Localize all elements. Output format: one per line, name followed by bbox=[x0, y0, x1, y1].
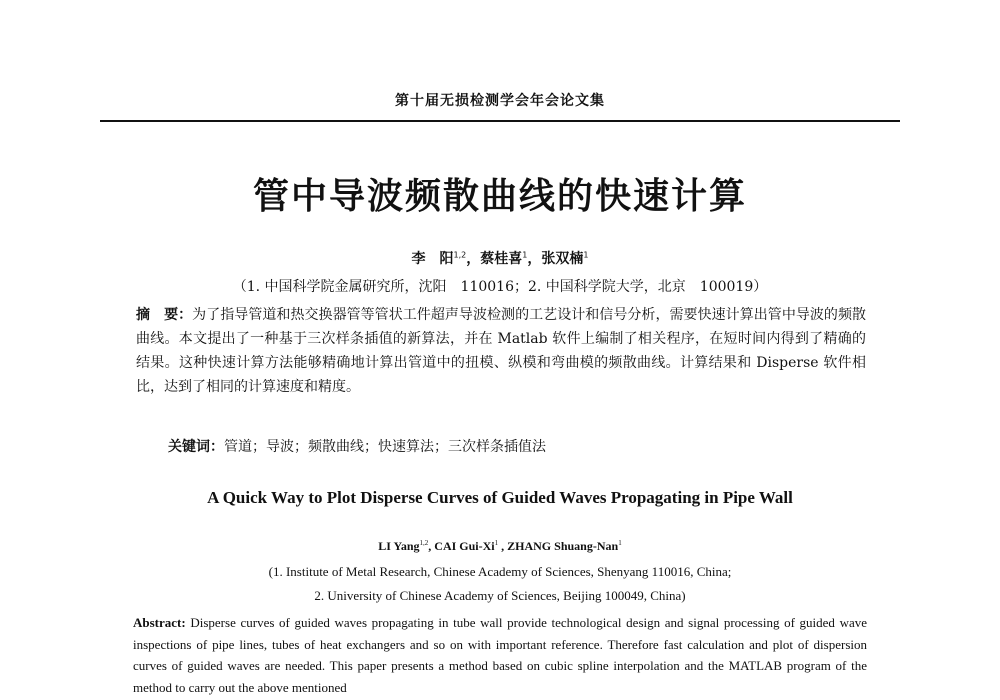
abstract-label: 摘 要： bbox=[136, 307, 193, 323]
author-affil-mark: 1 bbox=[494, 539, 499, 547]
author-sep: ， bbox=[466, 251, 481, 267]
keywords-text: 管道；导波；频散曲线；快速算法；三次样条插值法 bbox=[224, 439, 546, 455]
author-name: LI Yang bbox=[378, 539, 420, 553]
author-affil-mark: 1,2 bbox=[453, 250, 467, 260]
chinese-affiliation: （1. 中国科学院金属研究所，沈阳 110016；2. 中国科学院大学，北京 100019） bbox=[232, 279, 768, 295]
chinese-keywords bbox=[168, 435, 868, 459]
english-affiliation-1: (1. Institute of Metal Research, Chinese Academy of Sciences, Shenyang 110016, China; bbox=[268, 564, 732, 579]
chinese-title: 管中导波频散曲线的快速计算 bbox=[252, 176, 747, 217]
english-title: A Quick Way to Plot Disperse Curves of Guided Waves Propagating in Pipe Wall bbox=[207, 488, 793, 507]
abstract-text: Disperse curves of guided waves propagating in tube wall provide technological design and signal processing of guided wave inspections of pipe lines, tubes of heat exchangers and so on with important reference. Therefore fast calculation and plot of dispersion curves of guided waves are needed. This paper presents a method based on cubic spline interpolation and the MATLAB program of the method to carry out the above mentioned bbox=[133, 615, 867, 695]
chinese-abstract bbox=[136, 303, 866, 399]
author-affil-mark: 1 bbox=[522, 250, 528, 260]
abstract-text: 为了指导管道和热交换器管等管状工件超声导波检测的工艺设计和信号分析，需要快速计算出管中导波的频散曲线。本文提出了一种基于三次样条插值的新算法，并在 Matlab 软件上编制了相关程序，在短时间内得到了精确的结果。这种快速计算方法能够精确地计算出管道中的扭模、纵模和弯曲模的频散曲线。计算结果和 Disperse 软件相比，达到了相同的计算速度和精度。 bbox=[136, 307, 867, 395]
english-affiliation-2: 2. University of Chinese Academy of Sciences, Beijing 100049, China) bbox=[314, 588, 686, 603]
running-header: 第十届无损检测学会年会论文集 bbox=[395, 93, 605, 109]
abstract-label: Abstract: bbox=[133, 615, 186, 630]
author-name: 蔡桂喜 bbox=[480, 251, 523, 267]
chinese-authors bbox=[0, 248, 1000, 268]
english-authors bbox=[0, 539, 1000, 554]
author-affil-mark: 1 bbox=[618, 539, 622, 547]
header-rule bbox=[100, 120, 900, 122]
author-sep: , bbox=[498, 539, 508, 553]
author-sep: , bbox=[428, 539, 435, 553]
author-name: 李 阳 bbox=[411, 251, 454, 267]
author-name: CAI Gui-Xi bbox=[434, 539, 495, 553]
author-affil-mark: 1 bbox=[583, 250, 589, 260]
keywords-label: 关键词： bbox=[168, 439, 224, 455]
author-affil-mark: 1,2 bbox=[419, 539, 429, 547]
english-abstract bbox=[133, 612, 867, 698]
author-sep: ， bbox=[527, 251, 542, 267]
author-name: 张双楠 bbox=[541, 251, 584, 267]
author-name: ZHANG Shuang-Nan bbox=[507, 539, 619, 553]
